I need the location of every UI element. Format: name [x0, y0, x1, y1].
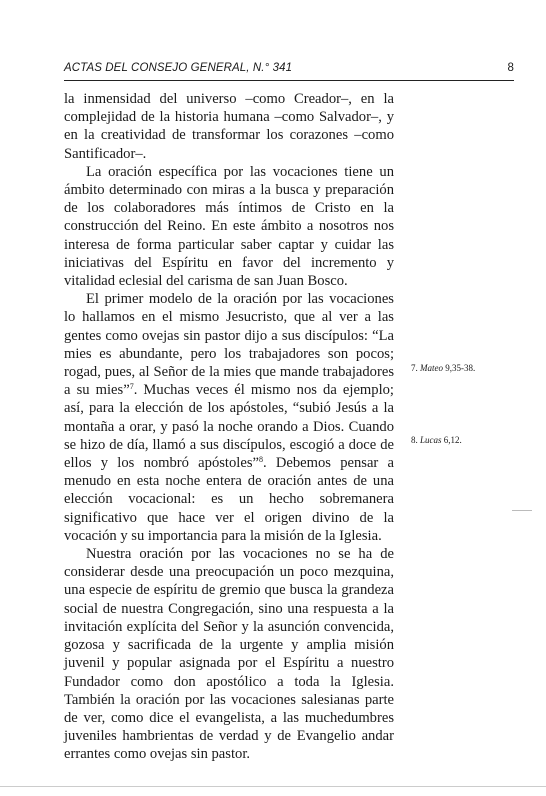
paragraph-3-part-b: . Muchas veces él mismo nos da ejemplo; así, para la elección de los apóstoles, “subió Jesús a la montaña a orar, y pasó la noche orando a Dios. Cuando se hizo de día, llamó a sus discípulos, escogió a doce de ellos y los nombró apóstoles”	[64, 382, 394, 472]
header-rule	[64, 80, 514, 81]
margin-note-ref: 9,35-38.	[445, 363, 476, 373]
paragraph-1: la inmensidad del universo –como Creador–, en la complejidad de la historia humana –como Salvador–, y en la creatividad de transformar los corazones –como Santificador–.	[64, 91, 394, 162]
header-title: ACTAS DEL CONSEJO GENERAL, N.° 341	[64, 62, 293, 74]
margin-note-book: Mateo	[420, 363, 443, 373]
body-text	[64, 90, 394, 764]
page-number: 8	[507, 62, 514, 74]
paragraph-2: La oración específica por las vocaciones tiene un ámbito determinado con miras a la busca y preparación de los colaboradores más íntimos de Cristo en la construcción del Reino. En este ámbito a nosotros nos interesa de forma particular saber captar y cuidar las iniciativas del Espíritu en favor del incremento y vitalidad eclesial del carisma de san Juan Bosco.	[64, 163, 394, 290]
paragraph-3	[64, 290, 394, 545]
footnote-ref-7: 7	[129, 382, 134, 392]
margin-note-7	[411, 363, 475, 374]
margin-note-8	[411, 435, 462, 446]
margin-note-number: 7.	[411, 363, 418, 373]
margin-mark	[512, 510, 532, 511]
margin-note-book: Lucas	[420, 435, 442, 445]
paragraph-4: Nuestra oración por las vocaciones no se ha de considerar desde una preocupación un poco mezquina, una especie de espíritu de gremio que busca la grandeza social de nuestra Congregación, sino una respuesta a la invitación explícita del Señor y la asunción convencida, gozosa y sacrificada de la urgente y amplia misión juvenil y popular asignada por el Espíritu a nuestro Fundador como don apostólico a toda la Iglesia. También la oración por las vocaciones salesianas parte de ver, como dice el evangelista, a las muchedumbres juveniles hambrientas de verdad y de Evangelio andar errantes como ovejas sin pastor.	[64, 546, 394, 763]
paragraph-3-part-a: El primer modelo de la oración por las vocaciones lo hallamos en el mismo Jesucristo, que al ver a las gentes como ovejas sin pastor dijo a sus discípulos: “La mies es abundante, pero los trabajadores son pocos; rogad, pues, al Señor de la mies que mande trabajadores a su mies”	[64, 291, 394, 399]
margin-note-ref: 6,12.	[443, 435, 462, 445]
running-header	[64, 62, 514, 80]
footnote-ref-8: 8	[258, 455, 263, 465]
margin-note-number: 8.	[411, 435, 418, 445]
paragraph-3-part-c: . Debemos pensar a menudo en esta noche entera de oración antes de una elección vocacional: es un hecho sobremanera significativo que hace ver el origen divino de la vocación y su importancia para la misión de la Iglesia.	[64, 455, 394, 544]
bottom-edge-rule	[0, 786, 546, 787]
